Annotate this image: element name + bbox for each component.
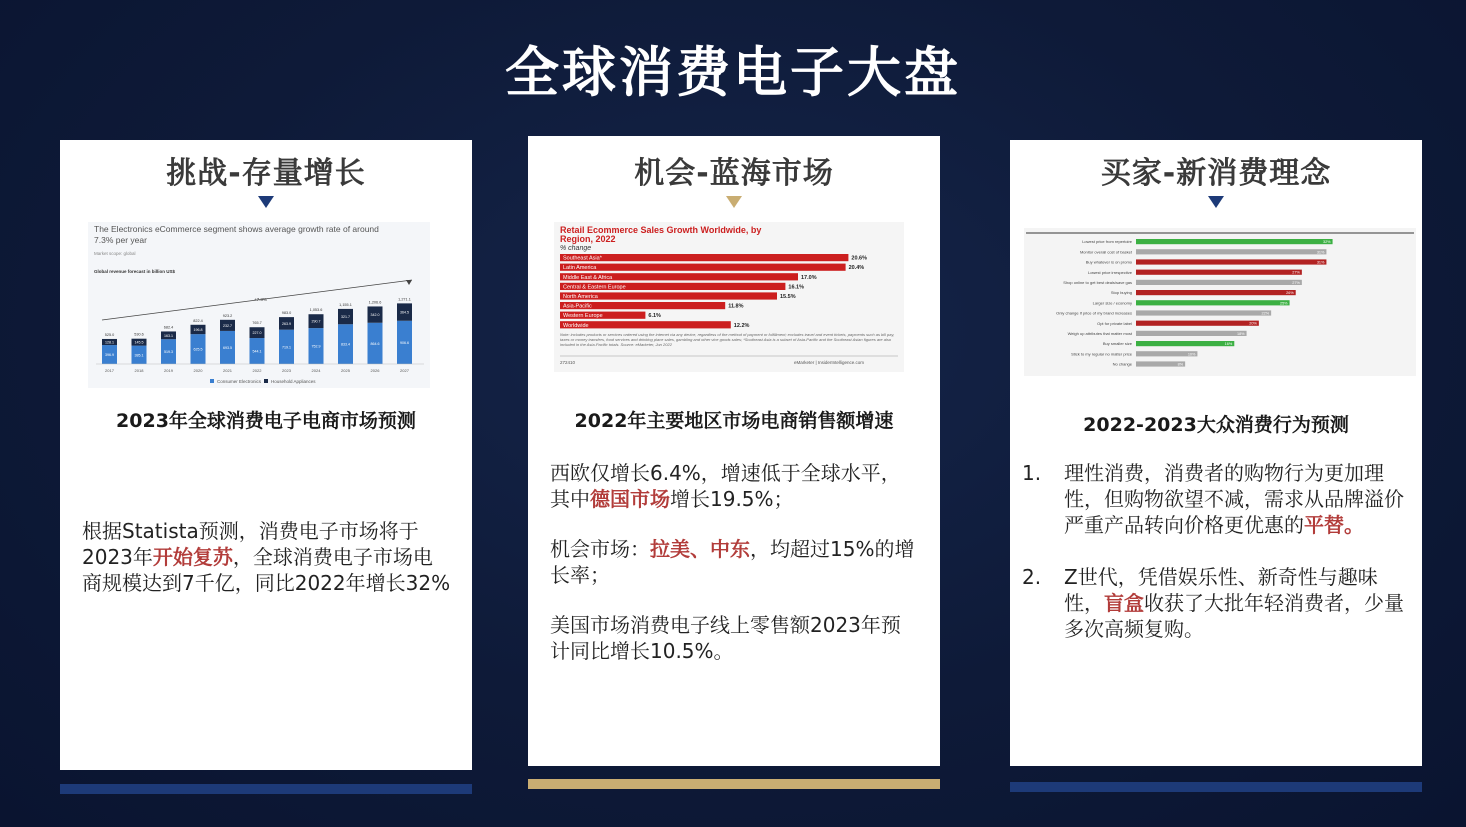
body-text-part: 增长19.5%； [670,487,794,511]
x-tick-label: 2017 [105,368,114,373]
bar-value-label: 396.9 [105,353,114,358]
behavior-label: Opt for private label [1097,320,1132,326]
card-body [82,518,452,596]
bar-value-label: 163.1 [164,333,173,338]
revenue-forecast-svg [88,222,430,388]
card-body [550,460,916,688]
body-text-part: ，均超过15%的增长率； [550,537,915,587]
behavior-value-label: 18% [1236,331,1245,336]
region-label: Middle East & Africa [563,274,613,281]
behavior-bar [1136,249,1326,254]
region-value-label: 16.1% [788,284,805,291]
region-label: Worldwide [563,322,589,329]
x-tick-label: 2027 [400,368,409,373]
card-underline-bar [528,779,940,789]
body-text-part: Z世代，凭借娱乐性、新奇性与趣味性， [1064,565,1378,615]
body-text-part: 理性消费，消费者的购物行为更加理性，但购物欲望不减，需求从品牌溢价严重产品转向价格更优惠的 [1064,461,1404,537]
region-value-label: 20.4% [848,265,865,272]
behavior-figure [1024,228,1416,376]
behavior-bar [1136,239,1333,244]
footer-id: 272410 [560,360,576,365]
behavior-label: No change [1112,361,1132,367]
body-highlight: 拉美、中东 [650,537,750,561]
bar-total-label: 530.6 [134,332,144,337]
bar-value-label: 364.5 [400,310,409,315]
behavior-bar [1136,280,1302,285]
behavior-value-label: 10% [1187,352,1196,357]
bar-group [1056,239,1332,367]
paragraph [550,536,916,588]
behavior-bar [1136,331,1247,336]
behavior-value-label: 22% [1261,311,1270,316]
behavior-value-label: 27% [1292,270,1300,275]
x-tick-label: 2025 [341,368,350,373]
legend-swatch-ha [264,379,268,383]
behavior-value-label: 8% [1177,362,1184,367]
bar-total-label: 682.4 [163,325,174,330]
x-tick-label: 2023 [282,368,291,373]
card-subtitle: 2022-2023大众消费行为预测 [1083,414,1349,436]
behavior-label: Lowest price from repertoire [1082,239,1132,245]
behavior-label: Monitor overall cost of basket [1079,249,1132,255]
figure-unit: % change [560,245,592,252]
bar-total-label: 1,206.6 [368,300,382,305]
region-value-label: 11.8% [728,303,744,310]
list-item [1022,460,1408,538]
bar-total-label: 765.7 [252,321,262,326]
card-opportunity [528,136,940,766]
region-value-label: 20.6% [851,255,868,262]
region-bar [560,254,848,261]
triangle-down-icon [726,196,742,208]
region-value-label: 12.2% [733,322,750,329]
behavior-bar [1136,259,1326,264]
behavior-label: Buy smaller size [1102,341,1132,347]
x-tick-label: 2020 [193,368,203,373]
region-label: Western Europe [563,313,603,320]
region-label: Latin America [563,265,597,272]
bar-value-label: 833.4 [341,342,350,347]
behavior-list [1022,460,1408,642]
x-tick-label: 2021 [223,368,232,373]
behavior-label: Shop online to get best deals/save gas [1063,280,1132,285]
body-text-part: ，全球消费电子市场电商规模达到7千亿，同比2022年增长32% [82,545,451,595]
bar-value-label: 719.1 [282,345,291,350]
bar-value-label: 385.1 [134,353,144,358]
behavior-label: Lowest price irrespective [1087,269,1132,275]
legend-label-ha: Household Appliances [271,379,316,384]
arrow-head-icon [406,280,412,285]
bar-value-label: 227.0 [252,331,262,336]
bar-value-label: 519.3 [164,350,173,355]
bar-total-label: 1,155.1 [339,302,352,307]
figure-caption-2: 7.3% per year [94,235,147,245]
chart-title: Global revenue forecast in billion US$ [94,269,176,274]
paragraph [550,460,916,512]
behavior-label: Larger size / economy [1092,300,1132,306]
region-growth-svg [554,222,904,372]
bar-value-label: 544.1 [252,349,262,354]
bar-value-label: 232.7 [223,323,232,328]
x-tick-label: 2024 [311,368,321,373]
region-value-label: 17.0% [801,274,817,281]
bar-group [102,297,412,373]
bar-total-label: 525.0 [104,332,115,337]
bar-value-label: 196.8 [193,327,203,332]
region-label: Southeast Asia* [563,255,602,262]
region-value-label: 15.5% [780,294,796,300]
bar-value-label: 321.7 [341,315,350,320]
body-highlight: 开始复苏 [152,545,233,569]
body-highlight: 平替。 [1304,513,1364,537]
behavior-bar [1136,341,1234,346]
bar-value-label: 263.9 [282,321,291,326]
bar-value-label: 290.7 [311,319,321,324]
figure-note: Note: includes products or services ordered using the internet via any device, regardless of the method of payment or fulfillment; excludes travel and event tickets, payments such as bill pay, taxes or money transfers, food services and drinking place sales, gambling and other vice goods sales; *Southeast Asia is a subset of Asia-Pacific and the Southeast Asian figures are also included in the Asia-Pacific totals. Source: eMarketer, Jun 2022 [560,332,895,347]
card-buyer [1010,140,1422,766]
legend-label-ce: Consumer Electronics [217,379,262,384]
list-number: 2. [1022,565,1042,589]
bar-value-label: 752.9 [311,344,321,349]
region-value-label: 6.1% [648,313,661,320]
card-body [1022,460,1408,668]
body-highlight: 德国市场 [590,487,670,511]
list-number: 1. [1022,461,1042,485]
triangle-down-icon [258,196,274,208]
region-label: Central & Eastern Europe [563,284,626,291]
x-tick-label: 2022 [252,368,262,373]
bar-value-label: 693.5 [223,345,232,350]
behavior-value-label: 31% [1316,260,1325,265]
figure-title: Retail Ecommerce Sales Growth Worldwide, by [560,225,762,235]
behavior-value-label: 20% [1249,321,1257,326]
bar-value-label: 342.0 [370,313,380,318]
footer-brand: eMarketer | InsiderIntelligence.com [794,360,864,365]
bar-total-label: 923.2 [222,313,233,318]
card-heading: 买家-新消费理念 [1100,156,1332,191]
behavior-value-label: 27% [1292,280,1300,285]
list-item [1022,564,1408,642]
card-underline-bar [1010,782,1422,792]
bar-value-label: 625.5 [193,347,203,352]
behavior-bar [1136,290,1296,295]
behavior-label: Weigh up attributes that matter most [1067,331,1132,336]
behavior-label: Stop buying [1110,290,1132,296]
body-text-part: 美国市场消费电子线上零售额2023年预计同比增长10.5%。 [550,613,901,663]
behavior-bar [1136,310,1271,315]
x-tick-label: 2018 [134,368,144,373]
bar-total-label: 983.0 [281,311,292,316]
behavior-svg [1024,228,1416,376]
body-text-part: 机会市场： [550,537,650,561]
legend-swatch-ce [210,379,214,383]
behavior-label: Only change if price of my brand increases [1056,310,1132,316]
card-subtitle: 2022年主要地区市场电商销售额增速 [574,410,894,432]
behavior-value-label: 16% [1224,342,1233,347]
region-label: North America [563,294,598,300]
behavior-bar [1136,270,1302,275]
region-label: Asia-Pacific [563,303,592,310]
bar-total-label: 822.4 [193,318,203,323]
x-tick-label: 2026 [370,368,380,373]
figure-caption: The Electronics eCommerce segment shows average growth rate of around [94,224,379,234]
behavior-value-label: 26% [1286,291,1294,296]
page-title: 全球消费电子大盘 [505,41,961,104]
bar-total-label: 1,271.1 [398,297,411,302]
paragraph [550,612,916,664]
revenue-forecast-figure [88,222,430,388]
figure-scope: Market scope: global [94,251,136,256]
region-growth-figure [554,222,904,372]
region-bar [560,264,846,271]
card-heading: 机会-蓝海市场 [634,156,834,191]
behavior-label: Stick to my regular no matter price [1071,351,1132,357]
card-subtitle: 2023年全球消费电子电商市场预测 [116,410,416,432]
triangle-down-icon [1208,196,1224,208]
bar-total-label: 1,053.6 [309,308,323,313]
bar-group [560,254,867,329]
body-text-part: 根据Statista预测，消费电子市场将于2023年 [82,519,419,569]
bar-value-label: 906.6 [400,340,409,345]
bar-value-label: 128.1 [105,340,114,345]
behavior-value-label: 31% [1316,250,1325,255]
behavior-bar [1136,321,1259,326]
card-heading: 挑战-存量增长 [166,156,366,191]
figure-title-2: Region, 2022 [560,234,616,244]
body-text-part: 收获了大批年轻消费者，少量多次高频复购。 [1064,591,1404,641]
behavior-value-label: 25% [1279,301,1288,306]
card-challenge [60,140,472,770]
bar-value-label: 864.6 [370,341,380,346]
card-underline-bar [60,784,472,794]
x-tick-label: 2019 [164,368,173,373]
body-text-part: 西欧仅增长6.4%，增速低于全球水平，其中 [550,461,901,511]
behavior-bar [1136,300,1290,305]
cagr-label: +7.3% [254,297,267,302]
bar-value-label: 145.5 [134,340,144,345]
behavior-value-label: 32% [1322,240,1331,245]
behavior-label: Buy whatever is on promo [1085,259,1132,265]
body-highlight: 盲盒 [1104,591,1144,615]
